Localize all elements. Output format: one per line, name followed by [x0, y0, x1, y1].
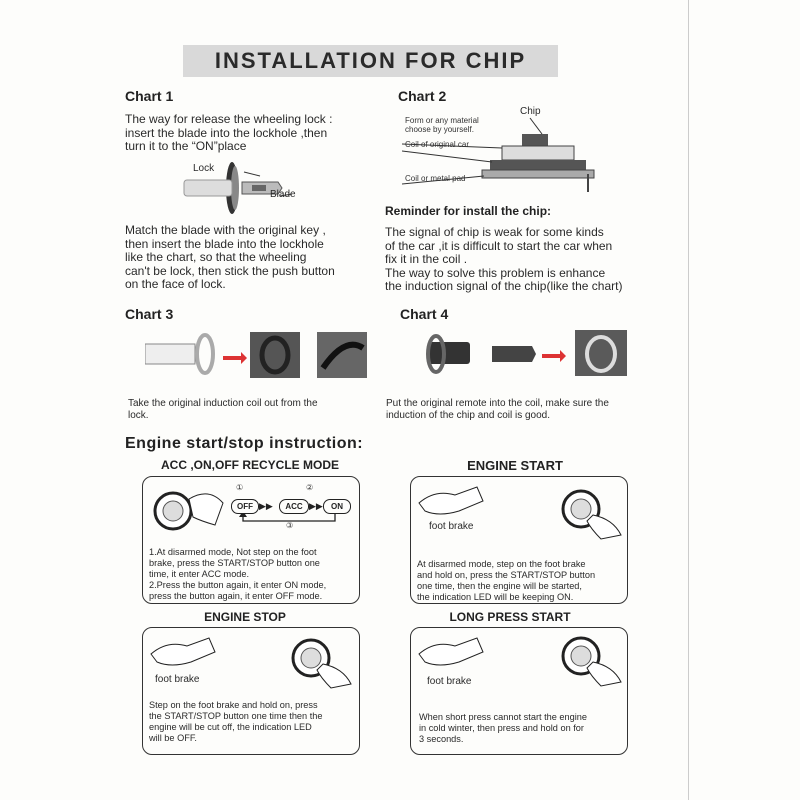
long-press-title: LONG PRESS START — [449, 610, 571, 624]
remote-shape — [428, 342, 470, 364]
engine-instruction-heading: Engine start/stop instruction: — [125, 435, 364, 452]
off-state-badge: OFF — [231, 499, 259, 514]
chart1-heading: Chart 1 — [125, 88, 174, 104]
engine-start-illustration — [415, 481, 625, 543]
engine-start-text — [417, 559, 627, 603]
hand-finger-shape — [587, 662, 621, 686]
on-state-badge: ON — [323, 499, 351, 514]
acc-mode-title: ACC ,ON,OFF RECYCLE MODE — [160, 458, 339, 472]
page-edge-line — [688, 0, 689, 800]
lock-label: Lock — [193, 163, 215, 174]
reminder-line: the induction signal of the chip(like the chart) — [385, 279, 623, 293]
form-label-line: Form or any material — [405, 116, 479, 125]
lock-barrel-shape — [184, 180, 232, 196]
long-press-text — [419, 712, 629, 745]
long-press-line: 3 seconds. — [419, 734, 464, 744]
reminder-line: fix it in the coil . — [385, 252, 468, 266]
acc-mode-line: 1.At disarmed mode, Not step on the foot — [149, 547, 317, 557]
hand-finger-shape — [189, 494, 223, 525]
foot-brake-shape — [419, 638, 483, 665]
engine-start-line: one time, then the engine will be started, — [417, 581, 582, 591]
coil-leader-line — [402, 151, 492, 162]
button-inner-shape — [163, 501, 183, 521]
lock-leader-line — [244, 172, 260, 176]
pad-shape — [482, 170, 594, 178]
chip-label: Chip — [520, 106, 541, 117]
page-title: INSTALLATION FOR CHIP — [214, 48, 527, 73]
induction-coil-shape — [197, 335, 213, 373]
button-inner-shape — [571, 499, 591, 519]
chart1-description — [125, 224, 385, 292]
engine-stop-title: ENGINE STOP — [204, 610, 286, 624]
chart4-caption-line: Put the original remote into the coil, make sure the — [386, 398, 609, 409]
engine-stop-line: Step on the foot brake and hold on, press — [149, 700, 318, 710]
chart1-desc-line: can't be lock, then stick the push button — [125, 263, 335, 278]
acc-mode-line: brake, press the START/STOP button one — [149, 558, 320, 568]
chart1-intro-line: turn it to the “ON”place — [125, 139, 247, 153]
long-press-panel — [410, 627, 628, 755]
chart3-caption-line: lock. — [128, 409, 149, 421]
reminder-line: The way to solve this problem is enhance — [385, 265, 606, 280]
foot-brake-label: foot brake — [155, 674, 200, 685]
chart1-intro — [125, 113, 375, 154]
foot-brake-shape — [151, 638, 215, 665]
foot-brake-label: foot brake — [429, 521, 474, 532]
chart3-photos — [145, 330, 370, 380]
acc-state-badge: ACC — [279, 499, 309, 514]
button-inner-shape — [571, 646, 591, 666]
hand-photo-2 — [317, 332, 367, 378]
form-material-shape — [502, 146, 574, 160]
foot-brake-shape — [419, 487, 483, 514]
acc-mode-text — [149, 547, 359, 602]
engine-stop-line: will be OFF. — [149, 733, 197, 743]
button-inner-shape — [301, 648, 321, 668]
form-label — [405, 116, 479, 134]
acc-mode-line: 2.Press the button again, it enter ON mode, — [149, 580, 327, 590]
engine-start-panel — [410, 476, 628, 604]
form-label-line: choose by yourself. — [405, 125, 474, 134]
chip-shape — [522, 134, 548, 146]
engine-start-line: At disarmed mode, step on the foot brake — [417, 559, 586, 569]
chart1-intro-line: The way for release the wheeling lock : — [125, 112, 333, 126]
arrow-icon — [542, 350, 566, 362]
arrow-icon — [223, 352, 247, 364]
engine-stop-text — [149, 700, 359, 744]
chart3-caption — [128, 398, 378, 421]
chart4-caption-line: induction of the chip and coil is good. — [386, 409, 550, 421]
chart1-desc-line: like the chart, so that the wheeling — [125, 250, 307, 264]
engine-start-line: and hold on, press the START/STOP button — [417, 570, 596, 580]
chip-leader-line — [530, 118, 542, 134]
chart4-photos — [420, 328, 630, 378]
chart1-intro-line: insert the blade into the lockhole ,then — [125, 125, 328, 140]
return-line — [243, 513, 335, 521]
reminder-text — [385, 226, 675, 294]
blade-label: Blade — [270, 189, 296, 200]
chart4-heading: Chart 4 — [400, 306, 449, 322]
chart1-desc-line: then insert the blade into the lockhole — [125, 236, 324, 251]
coil-label: Coil of original car — [405, 140, 470, 149]
start-button-illustration — [149, 481, 231, 545]
chart1-desc-line: Match the blade with the original key , — [125, 223, 326, 237]
arrow-right-icon: ▶▶ — [259, 501, 273, 511]
lock-cylinder-shape — [145, 344, 195, 364]
foot-brake-label: foot brake — [427, 676, 472, 687]
chart4-caption — [386, 398, 676, 421]
chart1-desc-line: on the face of lock. — [125, 277, 226, 291]
long-press-line: When short press cannot start the engine — [419, 712, 588, 722]
acc-mode-line: press the button again, it enter OFF mode. — [149, 591, 323, 601]
acc-mode-line: time, it enter ACC mode. — [149, 569, 250, 579]
chart3-heading: Chart 3 — [125, 306, 174, 322]
arrow-right-icon: ▶▶ — [309, 501, 323, 511]
pad-label: Coil or metal pad — [405, 174, 466, 183]
engine-start-line: the indication LED will be keeping ON. — [417, 592, 574, 602]
engine-start-title: ENGINE START — [467, 458, 563, 473]
long-press-line: in cold winter, then press and hold on for — [419, 723, 584, 733]
title-banner — [183, 45, 558, 77]
step-1-marker: ① — [236, 483, 244, 492]
reminder-line: of the car ,it is difficult to start the car when — [385, 238, 613, 253]
reminder-line: The signal of chip is weak for some kinds — [385, 225, 604, 239]
engine-stop-line: engine will be cut off, the indication LED — [149, 722, 312, 732]
engine-stop-panel — [142, 627, 360, 755]
chart2-heading: Chart 2 — [398, 88, 447, 104]
reminder-heading: Reminder for install the chip: — [385, 204, 552, 218]
chart3-caption-line: Take the original induction coil out from the — [128, 398, 318, 409]
blade-detail — [252, 185, 266, 191]
engine-stop-line: the START/STOP button one time then the — [149, 711, 323, 721]
step-2-marker: ② — [306, 483, 314, 492]
hand-finger-shape — [587, 515, 621, 539]
hand-finger-shape — [317, 664, 351, 688]
chip-photo-shape — [492, 346, 536, 362]
return-arrowhead-icon — [239, 513, 247, 517]
coil-shape — [490, 160, 586, 170]
step-3-marker: ③ — [286, 521, 294, 530]
acc-mode-panel — [142, 476, 360, 604]
